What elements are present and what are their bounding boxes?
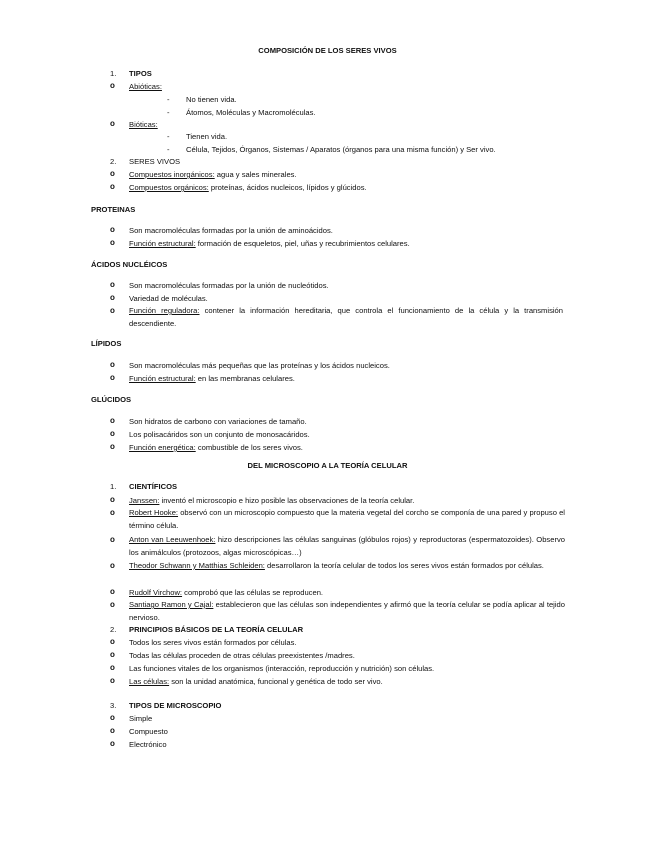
list-item: Son macromoléculas formadas por la unión de nucleótidos. [129, 281, 329, 290]
term-text: agua y sales minerales. [214, 170, 297, 179]
bullet-icon: o [110, 280, 115, 289]
term-label: Janssen: [129, 496, 160, 505]
term-label: Función reguladora: [129, 306, 200, 315]
bullet-icon: o [110, 293, 115, 302]
term-label: Anton van Leeuwenhoek: [129, 535, 216, 544]
list-number: 2. [110, 625, 117, 634]
list-item [129, 240, 410, 248]
list-item: Todas las células proceden de otras células preexistentes /madres. [129, 651, 355, 660]
section-title-microscopio: DEL MICROSCOPIO A LA TEORÍA CELULAR [247, 461, 408, 470]
bullet-icon: o [110, 169, 115, 178]
list-item [129, 599, 565, 624]
section-label-tipos-microscopio: TIPOS DE MICROSCOPIO [129, 701, 222, 710]
section-label-cientificos: CIENTÍFICOS [129, 482, 178, 491]
dash-icon: - [167, 132, 170, 141]
bullet-icon: o [110, 238, 115, 247]
list-item: Todos los seres vivos están formados por células. [129, 638, 297, 647]
list-item [129, 507, 565, 532]
term-text: hizo descripciones las células sanguinas (glóbulos rojos) y reproductoras (espermatozoides). Observo los animálculos (protozoos, algas microscópicas…) [129, 535, 565, 557]
bullet-icon: o [110, 373, 115, 382]
term-text: comprobó que las células se reproducen. [182, 588, 324, 597]
list-item: Las funciones vitales de los organismos (interacción, reproducción y nutrición) son células. [129, 664, 435, 673]
term-text: contener la información hereditaria, que controla el funcionamiento de la célula y la transmisión descendiente. [129, 306, 564, 328]
list-item: Átomos, Moléculas y Macromoléculas. [186, 108, 316, 117]
list-item [129, 305, 563, 330]
dash-icon: - [167, 95, 170, 104]
list-item [129, 444, 303, 452]
bullet-icon: o [110, 508, 115, 517]
section-label-principios: PRINCIPIOS BÁSICOS DE LA TEORÍA CELULAR [129, 625, 304, 634]
list-item: Compuesto [129, 727, 168, 736]
bioticas-label: Bióticas: [129, 120, 158, 129]
list-item [129, 560, 565, 573]
term-text: son la unidad anatómica, funcional y genética de todo ser vivo. [169, 677, 383, 686]
term-label: Santiago Ramon y Cajal: [129, 600, 214, 609]
list-item: No tienen vida. [186, 95, 237, 104]
term-label: Función estructural: [129, 374, 196, 383]
document-title: COMPOSICIÓN DE LOS SERES VIVOS [258, 46, 397, 55]
term-label: Función estructural: [129, 239, 196, 248]
term-text: combustible de los seres vivos. [195, 443, 303, 452]
bullet-icon: o [110, 225, 115, 234]
term-label: Las células: [129, 677, 170, 686]
bullet-icon: o [110, 495, 115, 504]
list-item: Son macromoléculas más pequeñas que las proteínas y los ácidos nucleicos. [129, 361, 390, 370]
list-item: Variedad de moléculas. [129, 294, 208, 303]
list-item: Tienen vida. [186, 132, 228, 141]
term-text: proteínas, ácidos nucleicos, lípidos y glúcidos. [208, 183, 367, 192]
bullet-icon: o [110, 119, 115, 128]
list-item: Son macromoléculas formadas por la unión de aminoácidos. [129, 226, 333, 235]
term-text: desarrollaron la teoría celular de todos los seres vivos están formados por células. [264, 561, 544, 570]
bullet-icon: o [110, 81, 115, 90]
heading-lipidos: LÍPIDOS [91, 339, 122, 348]
bullet-icon: o [110, 587, 115, 596]
bullet-icon: o [110, 182, 115, 191]
term-label: Compuestos inorgánicos: [129, 170, 215, 179]
bullet-icon: o [110, 663, 115, 672]
list-item: Simple [129, 714, 153, 723]
bullet-icon: o [110, 416, 115, 425]
bullet-icon: o [110, 429, 115, 438]
bullet-icon: o [110, 535, 115, 544]
term-text: observó con un microscopio compuesto que la materia vegetal del corcho se componía de una pared y propuso el término célula. [129, 508, 565, 530]
list-item [129, 184, 367, 192]
bullet-icon: o [110, 650, 115, 659]
term-text: establecieron que las células son independientes y afirmó que la teoría celular se podía aplicar al tejido nervioso. [129, 600, 566, 622]
list-item [129, 534, 565, 559]
list-item [129, 497, 414, 505]
bullet-icon: o [110, 726, 115, 735]
list-item: Los polisacáridos son un conjunto de monosacáridos. [129, 430, 310, 439]
bullet-icon: o [110, 561, 115, 570]
list-item: Célula, Tejidos, Órganos, Sistemas / Aparatos (órganos para una misma función) y Ser vivo. [186, 145, 496, 154]
list-item: Son hidratos de carbono con variaciones de tamaño. [129, 417, 307, 426]
bullet-icon: o [110, 676, 115, 685]
list-item: Electrónico [129, 740, 167, 749]
term-text: formación de esqueletos, piel, uñas y recubrimientos celulares. [195, 239, 410, 248]
list-number: 1. [110, 482, 117, 491]
heading-glucidos: GLÚCIDOS [91, 395, 132, 404]
bullet-icon: o [110, 360, 115, 369]
list-item [129, 678, 383, 686]
list-item [129, 171, 297, 179]
dash-icon: - [167, 108, 170, 117]
list-item [129, 589, 323, 597]
list-number: 3. [110, 701, 117, 710]
abioticas-label: Abióticas: [129, 82, 162, 91]
term-label: Rudolf Virchow: [129, 588, 183, 597]
term-text: en las membranas celulares. [195, 374, 295, 383]
term-label: Theodor Schwann y Matthias Schleiden: [129, 561, 265, 570]
bullet-icon: o [110, 600, 115, 609]
heading-proteinas: PROTEINAS [91, 205, 136, 214]
term-label: Robert Hooke: [129, 508, 179, 517]
term-label: Compuestos orgánicos: [129, 183, 209, 192]
section-label-seres-vivos: SERES VIVOS [129, 157, 181, 166]
bullet-icon: o [110, 306, 115, 315]
list-number: 2. [110, 157, 117, 166]
term-label: Función energética: [129, 443, 196, 452]
list-number: 1. [110, 69, 117, 78]
heading-acidos: ÁCIDOS NUCLÉICOS [91, 260, 168, 269]
bullet-icon: o [110, 442, 115, 451]
dash-icon: - [167, 145, 170, 154]
bullet-icon: o [110, 637, 115, 646]
section-label-tipos: TIPOS [129, 69, 152, 78]
term-text: inventó el microscopio e hizo posible las observaciones de la teoría celular. [159, 496, 415, 505]
bullet-icon: o [110, 713, 115, 722]
bullet-icon: o [110, 739, 115, 748]
list-item [129, 375, 295, 383]
